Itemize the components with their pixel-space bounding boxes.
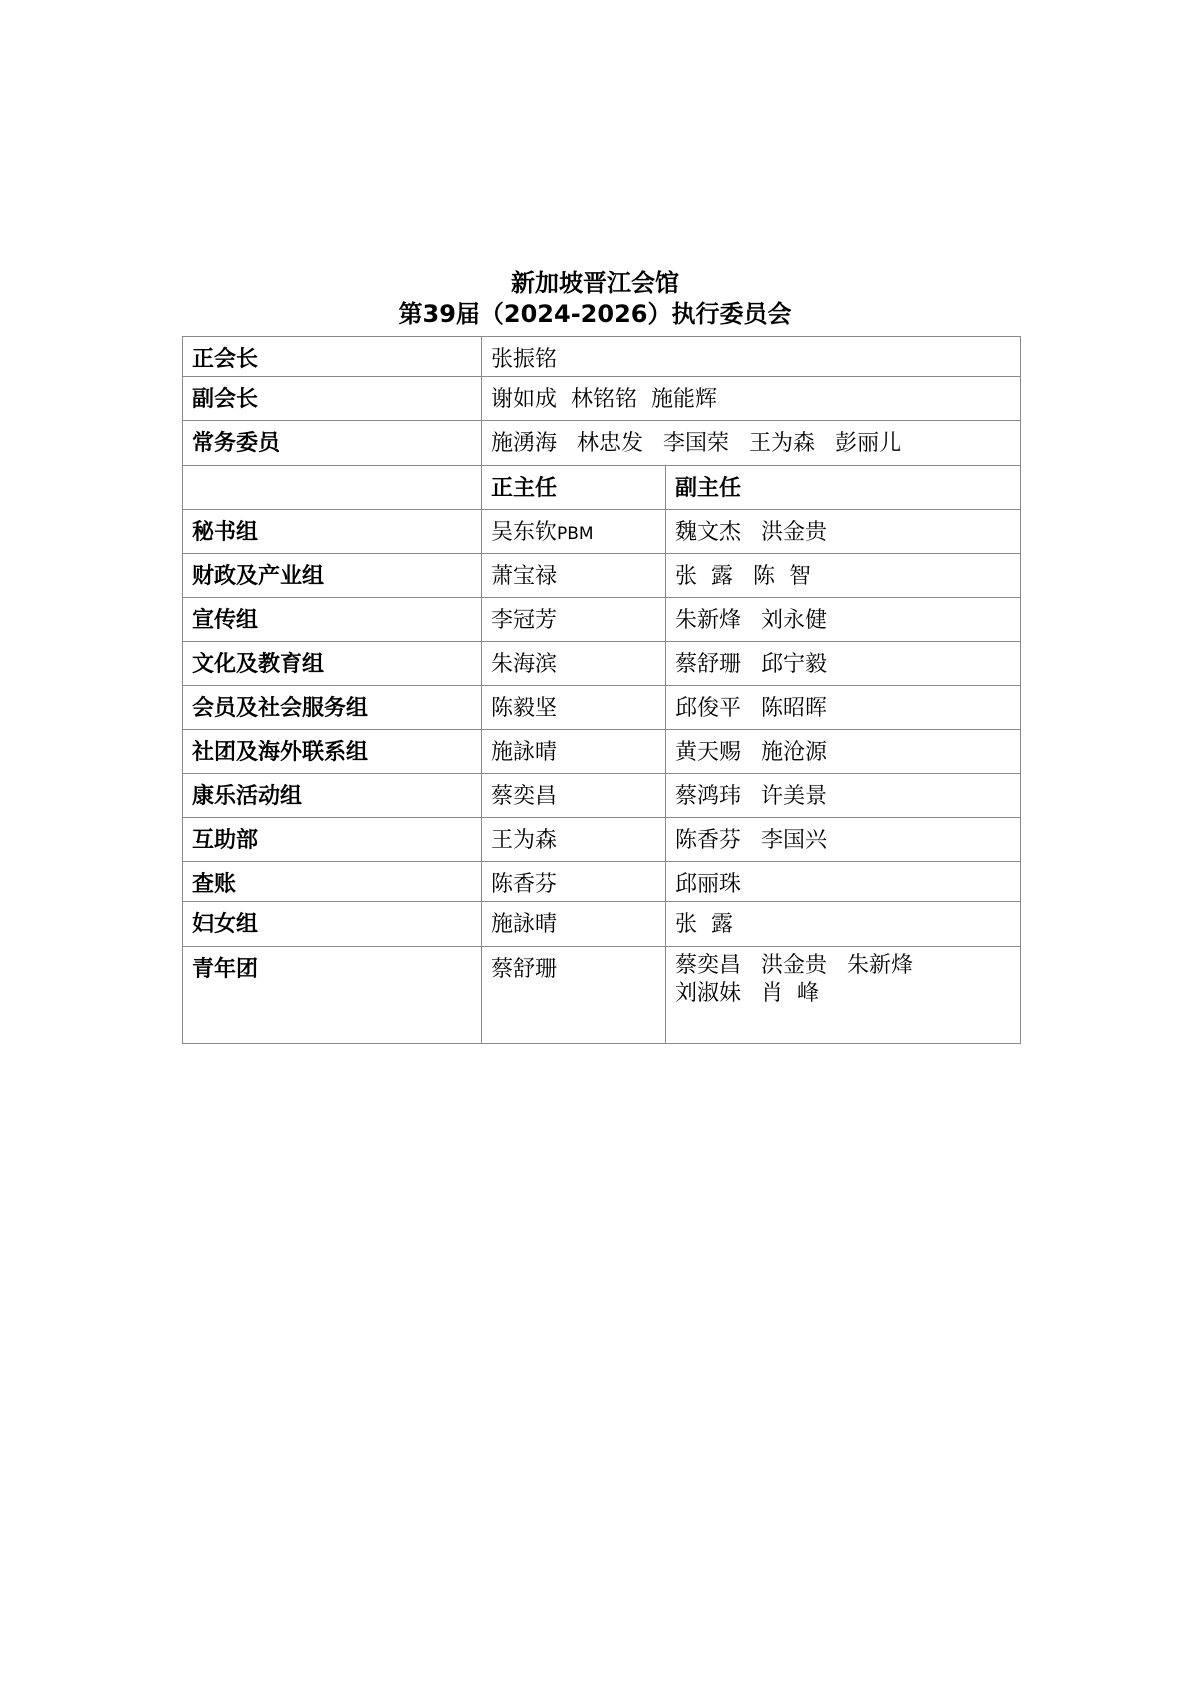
deputy-line [675,980,1012,1008]
title-line-2: 第39届（2024-2026）执行委员会 [398,300,792,328]
table-row [183,730,1021,774]
deputy-cell [666,730,1021,774]
deputy-cell [666,686,1021,730]
chief-honorific: PBM [557,524,594,544]
group-cell: 会员及社会服务组 [183,686,482,730]
empty-header-cell [183,466,482,510]
table-row [183,510,1021,554]
deputy-name: 朱新烽 [847,953,914,978]
table-row [183,774,1021,818]
group-cell: 财政及产业组 [183,554,482,598]
table-row [183,421,1021,466]
deputy-name: 黄天赐 [675,740,742,765]
deputy-cell [666,774,1021,818]
group-cell: 文化及教育组 [183,642,482,686]
table-row [183,598,1021,642]
deputy-name: 施沧源 [761,740,828,765]
deputy-line [675,952,1012,980]
deputy-name: 朱新烽 [675,608,742,633]
role-cell: 副会长 [183,377,482,421]
table-row [183,377,1021,421]
member-name: 林铭铭 [571,387,638,412]
table-header-row [183,466,1021,510]
group-cell: 青年团 [183,947,482,1044]
chief-header: 正主任 [482,466,666,510]
deputy-name: 陈 智 [753,564,811,589]
chief-name: 吴东钦 [491,520,558,545]
group-cell: 查账 [183,862,482,902]
deputy-name: 张 露 [675,912,733,937]
deputy-name: 刘永健 [761,608,828,633]
member-name: 张振铭 [491,347,558,372]
deputy-name: 邱丽珠 [675,872,742,897]
member-name: 林忠发 [577,431,644,456]
chief-cell: 陈香芬 [482,862,666,902]
group-cell: 秘书组 [183,510,482,554]
deputy-name: 邱宁毅 [761,652,828,677]
group-cell: 互助部 [183,818,482,862]
deputy-name: 蔡奕昌 [675,953,742,978]
deputy-cell [666,947,1021,1044]
deputy-name: 蔡舒珊 [675,652,742,677]
deputy-cell [666,510,1021,554]
deputy-name: 李国兴 [761,828,828,853]
chief-cell [482,510,666,554]
member-name: 王为森 [749,431,816,456]
deputy-cell [666,902,1021,947]
chief-cell: 蔡奕昌 [482,774,666,818]
deputy-cell [666,554,1021,598]
member-name: 谢如成 [491,387,558,412]
member-name: 李国荣 [663,431,730,456]
deputy-name: 许美景 [761,784,828,809]
table-row [183,902,1021,947]
group-cell: 妇女组 [183,902,482,947]
deputy-name: 蔡鸿玮 [675,784,742,809]
chief-cell: 李冠芳 [482,598,666,642]
deputy-name: 洪金贵 [761,520,828,545]
chief-cell: 陈毅坚 [482,686,666,730]
names-cell [482,337,1021,377]
deputy-name: 刘淑妹 [675,981,742,1006]
member-name: 施湧海 [491,431,558,456]
deputy-name: 魏文杰 [675,520,742,545]
names-cell [482,421,1021,466]
chief-cell: 朱海滨 [482,642,666,686]
member-name: 施能辉 [651,387,718,412]
deputy-name: 洪金贵 [761,953,828,978]
table-row [183,686,1021,730]
role-cell: 正会长 [183,337,482,377]
deputy-name: 邱俊平 [675,696,742,721]
table-row [183,947,1021,1044]
chief-cell: 施詠晴 [482,730,666,774]
deputy-name: 陈香芬 [675,828,742,853]
group-cell: 宣传组 [183,598,482,642]
deputy-cell [666,818,1021,862]
deputy-cell [666,862,1021,902]
table-row [183,818,1021,862]
table-row [183,862,1021,902]
deputy-cell [666,598,1021,642]
table-row [183,642,1021,686]
deputy-cell [666,642,1021,686]
chief-cell: 王为森 [482,818,666,862]
chief-cell: 施詠晴 [482,902,666,947]
chief-cell: 蔡舒珊 [482,947,666,1044]
names-cell [482,377,1021,421]
deputy-name: 张 露 [675,564,733,589]
deputy-name: 肖 峰 [761,981,820,1006]
deputy-header: 副主任 [666,466,1021,510]
group-cell: 社团及海外联系组 [183,730,482,774]
deputy-name: 陈昭晖 [761,696,828,721]
member-name: 彭丽儿 [835,431,902,456]
title-line-1: 新加坡晋江会馆 [511,269,679,297]
chief-cell: 萧宝禄 [482,554,666,598]
role-cell: 常务委员 [183,421,482,466]
table-row [183,337,1021,377]
table-row [183,554,1021,598]
document-title [0,268,1190,330]
group-cell: 康乐活动组 [183,774,482,818]
committee-table [182,336,1021,1044]
